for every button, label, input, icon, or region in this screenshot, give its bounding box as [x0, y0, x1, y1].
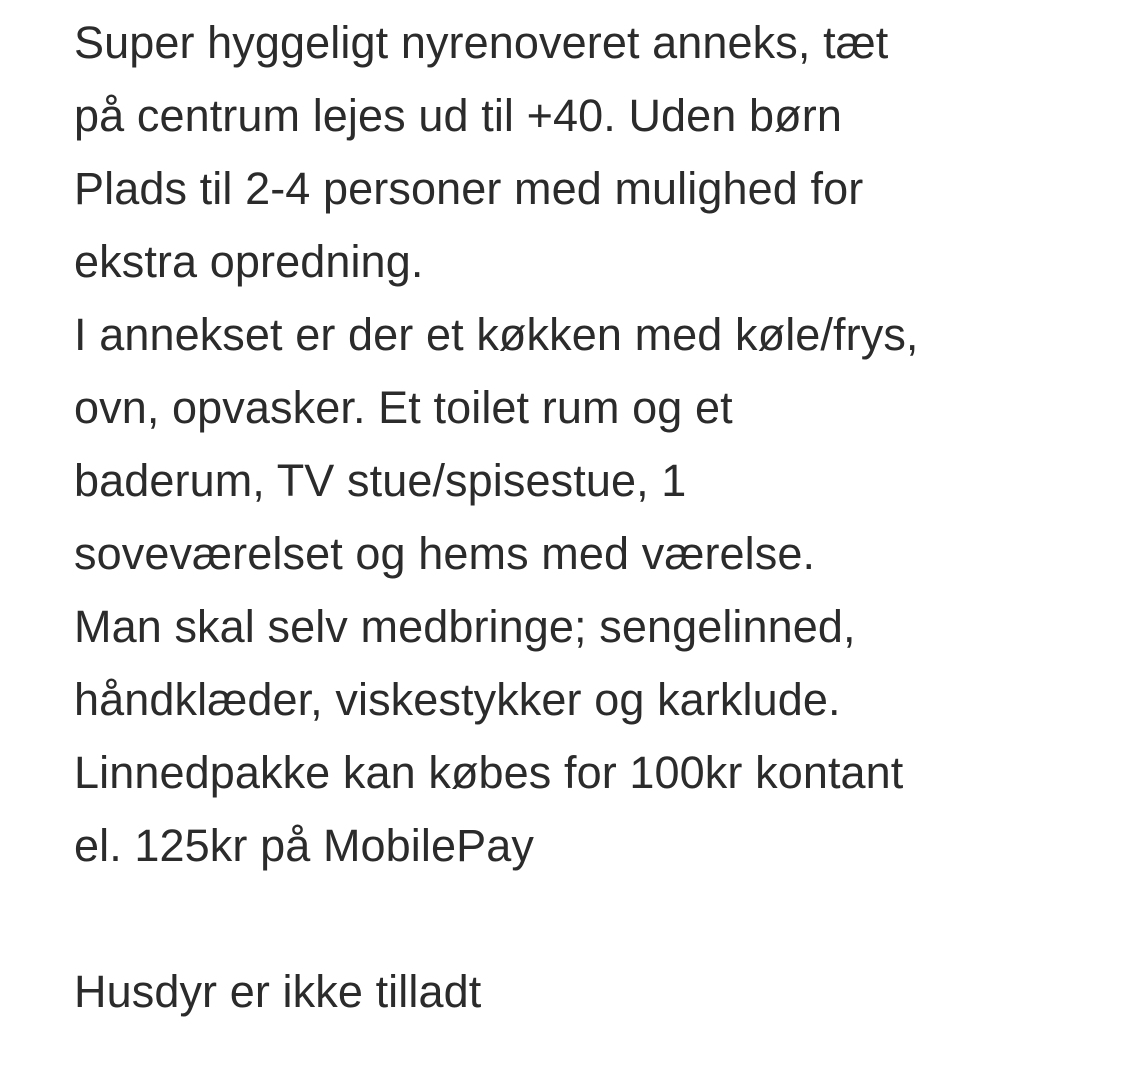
note-line: Plads til 2-4 personer med mulighed for: [74, 163, 864, 214]
note-line: el. 125kr på MobilePay: [74, 820, 534, 871]
note-line: ovn, opvasker. Et toilet rum og et: [74, 382, 733, 433]
note-line: baderum, TV stue/spisestue, 1: [74, 455, 687, 506]
note-line: Man skal selv medbringe; sengelinned,: [74, 601, 856, 652]
blank-line: [74, 882, 1074, 955]
note-line: håndklæder, viskestykker og karklude.: [74, 674, 841, 725]
note-line: på centrum lejes ud til +40. Uden børn: [74, 90, 842, 141]
note-line: Super hyggeligt nyrenoveret anneks, tæt: [74, 17, 889, 68]
note-line: I annekset er der et køkken med køle/frys,: [74, 309, 919, 360]
note-line: Husdyr er ikke tilladt: [74, 966, 482, 1017]
note-line: ekstra opredning.: [74, 236, 424, 287]
note-line: Linnedpakke kan købes for 100kr kontant: [74, 747, 904, 798]
note-text-body[interactable]: [74, 6, 1074, 1028]
note-line: soveværelset og hems med værelse.: [74, 528, 816, 579]
